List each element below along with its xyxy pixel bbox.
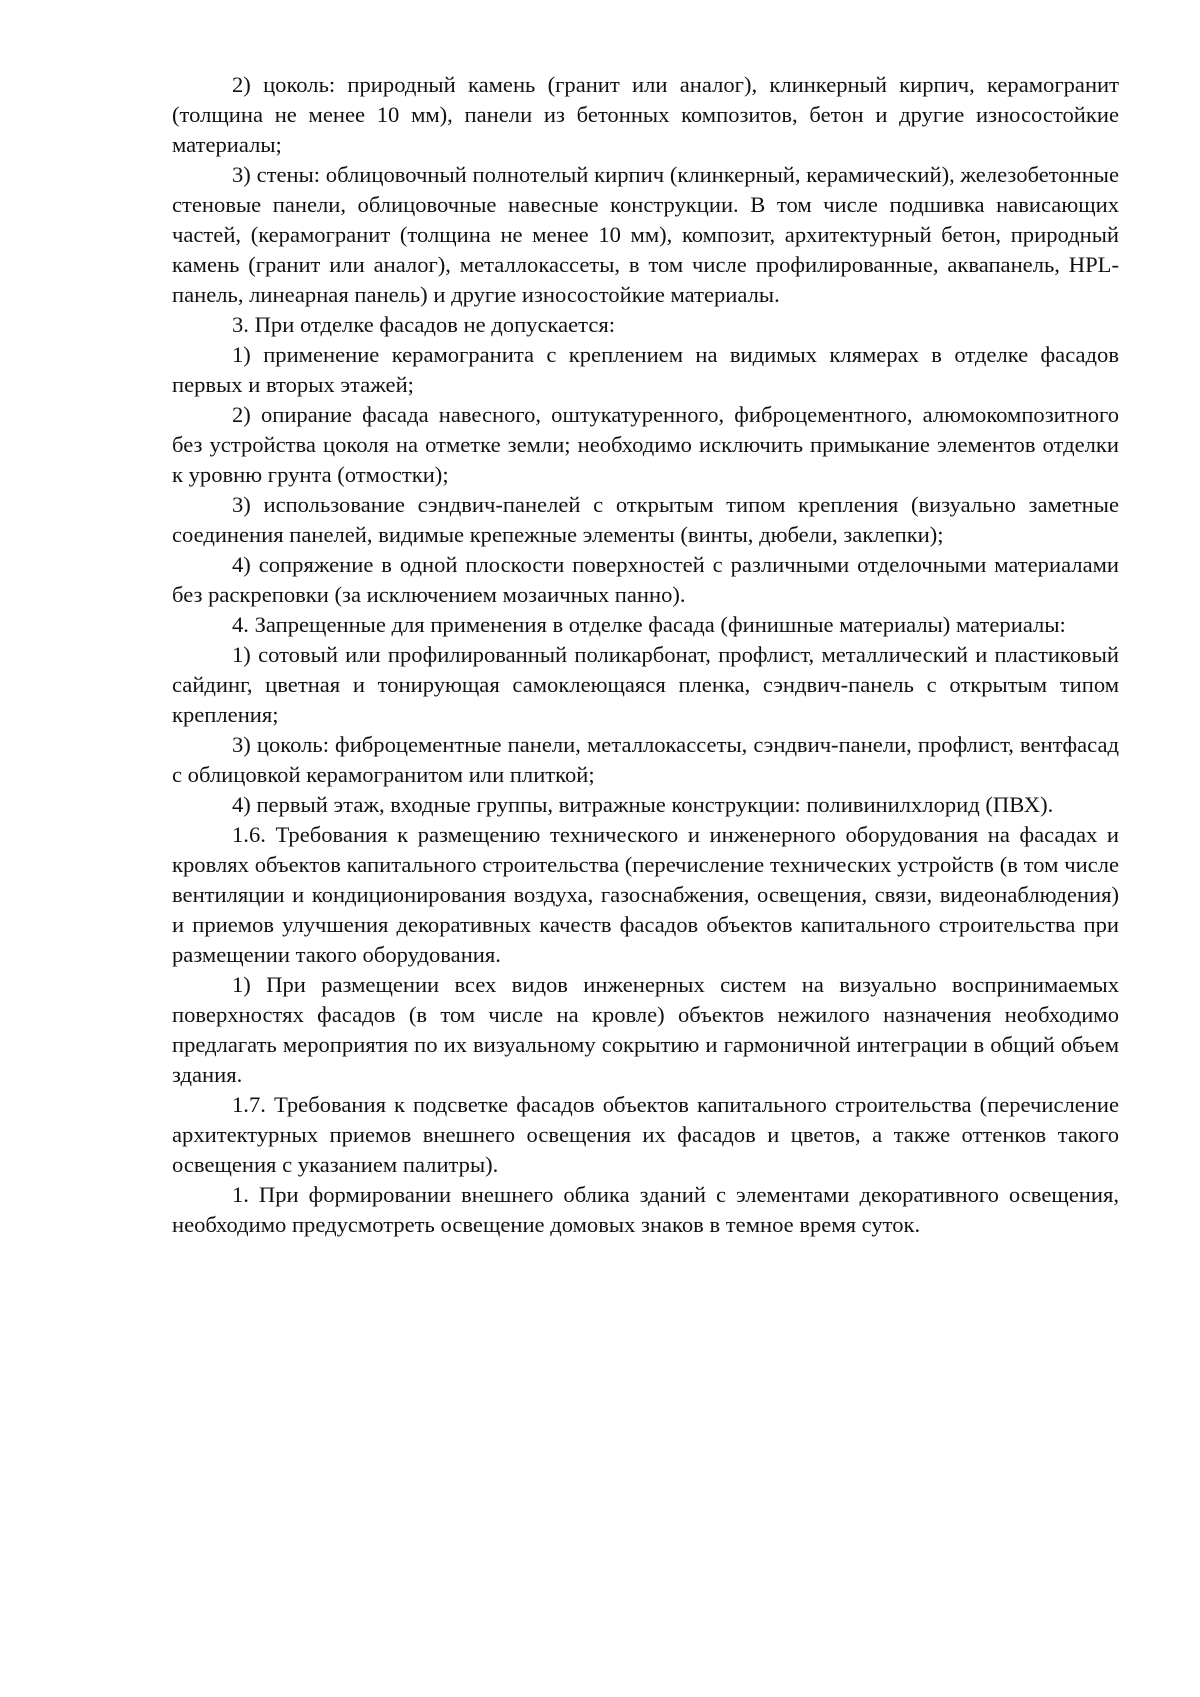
paragraph-section-1-7: 1.7. Требования к подсветке фасадов объектов капитального строительства (перечисление архитектурных приемов внешнего освещения их фасадов и цветов, а также оттенков такого освещения с указанием палитры). — [172, 1092, 1119, 1177]
paragraph-not-allowed-2: 2) опирание фасада навесного, оштукатуренного, фиброцементного, алюмокомпозитного без устройства цоколя на отметке земли; необходимо исключить примыкание элементов отделки к уровню грунта (отмостки); — [172, 402, 1119, 487]
paragraph-not-allowed-heading: 3. При отделке фасадов не допускается: — [232, 312, 616, 337]
paragraph-not-allowed-4: 4) сопряжение в одной плоскости поверхностей с различными отделочными материалами без раскреповки (за исключением мозаичных панно). — [172, 552, 1119, 607]
paragraph-prohibited-4: 4) первый этаж, входные группы, витражные конструкции: поливинилхлорид (ПВХ). — [232, 792, 1054, 817]
paragraph-section-1-7-item-1: 1. При формировании внешнего облика зданий с элементами декоративного освещения, необходимо предусмотреть освещение домовых знаков в темное время суток. — [172, 1182, 1119, 1237]
paragraph-prohibited-1: 1) сотовый или профилированный поликарбонат, профлист, металлический и пластиковый сайдинг, цветная и тонирующая самоклеющаяся пленка, сэндвич-панель с открытым типом крепления; — [172, 642, 1119, 727]
paragraph-plinth-materials: 2) цоколь: природный камень (гранит или аналог), клинкерный кирпич, керамогранит (толщина не менее 10 мм), панели из бетонных композитов, бетон и другие износостойкие материалы; — [172, 72, 1119, 157]
paragraph-prohibited-heading: 4. Запрещенные для применения в отделке фасада (финишные материалы) материалы: — [232, 612, 1066, 637]
paragraph-section-1-6: 1.6. Требования к размещению технического и инженерного оборудования на фасадах и кровлях объектов капитального строительства (перечисление технических устройств (в том числе вентиляции и кондиционирования воздуха, газоснабжения, освещения, связи, видеонаблюдения) и приемов улучшения декоративных качеств фасадов объектов капитального строительства при размещении такого оборудования. — [172, 822, 1119, 967]
paragraph-section-1-6-item-1: 1) При размещении всех видов инженерных систем на визуально воспринимаемых поверхностях фасадов (в том числе на кровле) объектов нежилого назначения необходимо предлагать мероприятия по их визуальному сокрытию и гармоничной интеграции в общий объем здания. — [172, 972, 1119, 1087]
paragraph-prohibited-3: 3) цоколь: фиброцементные панели, металлокассеты, сэндвич-панели, профлист, вентфасад с облицовкой керамогранитом или плиткой; — [172, 732, 1119, 787]
paragraph-not-allowed-1: 1) применение керамогранита с креплением на видимых клямерах в отделке фасадов первых и вторых этажей; — [172, 342, 1119, 397]
paragraph-wall-materials: 3) стены: облицовочный полнотелый кирпич (клинкерный, керамический), железобетонные стеновые панели, облицовочные навесные конструкции. В том числе подшивка нависающих частей, (керамогранит (толщина не менее 10 мм), композит, архитектурный бетон, природный камень (гранит или аналог), металлокассеты, в том числе профилированные, аквапанель, HPL-панель, линеарная панель) и другие износостойкие материалы. — [172, 162, 1119, 307]
paragraph-not-allowed-3: 3) использование сэндвич-панелей с открытым типом крепления (визуально заметные соединения панелей, видимые крепежные элементы (винты, дюбели, заклепки); — [172, 492, 1119, 547]
document-body — [172, 70, 1119, 1240]
